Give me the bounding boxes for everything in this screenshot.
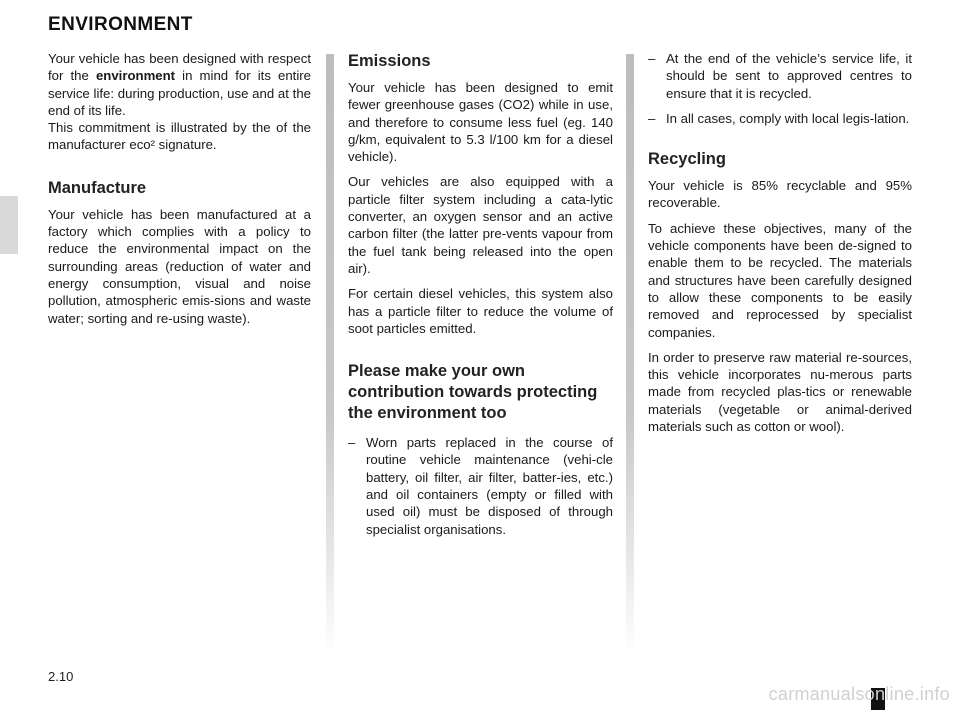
recycling-heading: Recycling	[648, 150, 726, 169]
intro-bold-word: environment	[95, 68, 176, 84]
intro-signature-paragraph: This commitment is illustrated by the of the manufacturer eco² signature.	[48, 120, 311, 153]
dash-bullet: –	[348, 435, 356, 451]
column-divider-2	[626, 54, 634, 654]
column-middle	[348, 50, 613, 546]
emissions-heading: Emissions	[348, 52, 431, 70]
recycling-paragraph-1: Your vehicle is 85% recyclable and 95% recoverable.	[648, 178, 912, 211]
column-right	[648, 50, 912, 443]
manufacture-heading: Manufacture	[48, 178, 147, 197]
contribution-heading: Please make your own contribution towards protecting the environment too	[348, 362, 598, 423]
watermark: carmanualsonline.info	[768, 684, 950, 704]
column-left	[48, 50, 311, 335]
contribution-item-1	[348, 434, 613, 538]
recycling-paragraph-2: To achieve these objectives, many of the vehicle components have been de-signed to enable them to be recycled. The materials and structures have been carefully designed to allow these components to be easily removed and reprocessed by specialist companies.	[648, 220, 912, 340]
recycling-paragraph-3: In order to preserve raw material re-sources, this vehicle incorporates nu-merous parts made from recycled plas-tics or renewable materials (vegetable or animal-derived materials such as cotton or wool).	[648, 349, 912, 435]
emissions-paragraph-1: Your vehicle has been designed to emit fewer greenhouse gases (CO2) while in use, and therefore to consume less fuel (eg. 140 g/km, equivalent to 5.3 l/100 km for a diesel vehicle).	[348, 80, 613, 165]
intro-text-before: Your vehicle has been designed with respect for the	[48, 51, 311, 84]
page-title: ENVIRONMENT	[48, 14, 193, 35]
contribution-item-text: Worn parts replaced in the course of routine vehicle maintenance (vehi-cle battery, oil filter, air filter, batter-ies, etc.) and oil containers (empty or filled with used oil) must be disposed of through specialist organisations.	[366, 435, 613, 537]
chapter-tab	[0, 196, 18, 254]
emissions-paragraph-3: For certain diesel vehicles, this system also has a particle filter to reduce the volume of soot particles emitted.	[348, 286, 613, 336]
emissions-paragraph-2: Our vehicles are also equipped with a particle filter system including a cata-lytic converter, an oxygen sensor and an active carbon filter (the latter pre-vents vapour from the fuel tank being released into the open air).	[348, 174, 613, 276]
contribution-item-text: At the end of the vehicle’s service life, it should be sent to approved centres to ensure that it is recycled.	[666, 51, 912, 101]
page-number: 2.10	[48, 669, 74, 684]
contribution-item-2	[648, 50, 912, 102]
column-divider-1	[326, 54, 334, 654]
intro-paragraph	[48, 50, 311, 119]
manufacture-paragraph: Your vehicle has been manufactured at a factory which complies with a policy to reduce the environmental impact on the surrounding areas (reduction of water and energy consumption, visual and noise pollution, atmospheric emis-sions and waste water; sorting and re-using waste).	[48, 206, 311, 326]
contribution-item-3	[648, 110, 912, 127]
intro-text-after: in mind for its entire service life: during production, use and at the end of its life.	[48, 68, 311, 118]
contribution-item-text: In all cases, comply with local legis-lation.	[666, 110, 910, 126]
dash-bullet: –	[648, 51, 656, 66]
dash-bullet: –	[648, 110, 656, 126]
